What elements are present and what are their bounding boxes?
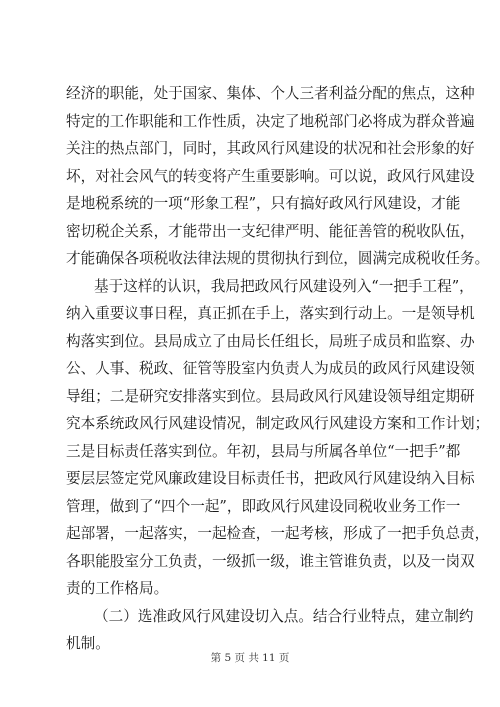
- text-line: 管理，做到了“四个一起”，即政风行风建设同税收业务工作一: [66, 497, 461, 515]
- page-number-footer: 第 5 页 共 11 页: [210, 652, 290, 664]
- text-line: 起部署，一起落实，一起检查，一起考核，形成了一把手负总责，: [66, 525, 490, 542]
- paragraph-last-line: 机制。: [66, 635, 110, 652]
- text-line: 三是目标责任落实到位。年初，县局与所属各单位“一把手”都: [66, 442, 461, 460]
- paragraph-first-line: 基于这样的认识，我局把政风行风建设列入“一把手工程”，: [94, 277, 474, 295]
- text-line: 各职能股室分工负责，一级抓一级，谁主管谁负责，以及一岗双: [66, 552, 475, 570]
- text-line: 才能确保各项税收法律法规的贯彻执行到位，圆满完成税收任务。: [66, 250, 490, 267]
- text-line: 导组；二是研究安排落实到位。县局政风行风建设领导组定期研: [66, 387, 475, 405]
- text-line: 是地税系统的一项“形象工程”，只有搞好政风行风建设，才能: [66, 195, 461, 212]
- section-heading-line: （二）选准政风行风建设切入点。结合行业特点，建立制约: [94, 607, 474, 625]
- text-line: 纳入重要议事日程，真正抓在手上，落实到行动上。一是领导机: [66, 305, 475, 322]
- text-line: 关注的热点部门，同时，其政风行风建设的状况和社会形象的好: [66, 140, 475, 157]
- text-line: 密切税企关系，才能带出一支纪律严明、能征善管的税收队伍，: [66, 222, 475, 240]
- text-line: 坏，对社会风气的转变将产生重要影响。可以说，政风行风建设: [66, 167, 475, 185]
- text-line: 经济的职能，处于国家、集体、个人三者利益分配的焦点，这种: [66, 85, 475, 102]
- text-line: 要层层签定党风廉政建设目标责任书，把政风行风建设纳入目标: [66, 470, 475, 487]
- text-line: 特定的工作职能和工作性质，决定了地税部门必将成为群众普遍: [66, 112, 475, 130]
- text-line: 构落实到位。县局成立了由局长任组长，局班子成员和监察、办: [66, 332, 475, 350]
- text-line: 公、人事、税政、征管等股室内负责人为成员的政风行风建设领: [66, 360, 475, 377]
- paragraph-last-line: 责的工作格局。: [66, 580, 169, 597]
- document-body: [66, 80, 490, 658]
- text-line: 究本系统政风行风建设情况，制定政风行风建设方案和工作计划；: [66, 415, 490, 432]
